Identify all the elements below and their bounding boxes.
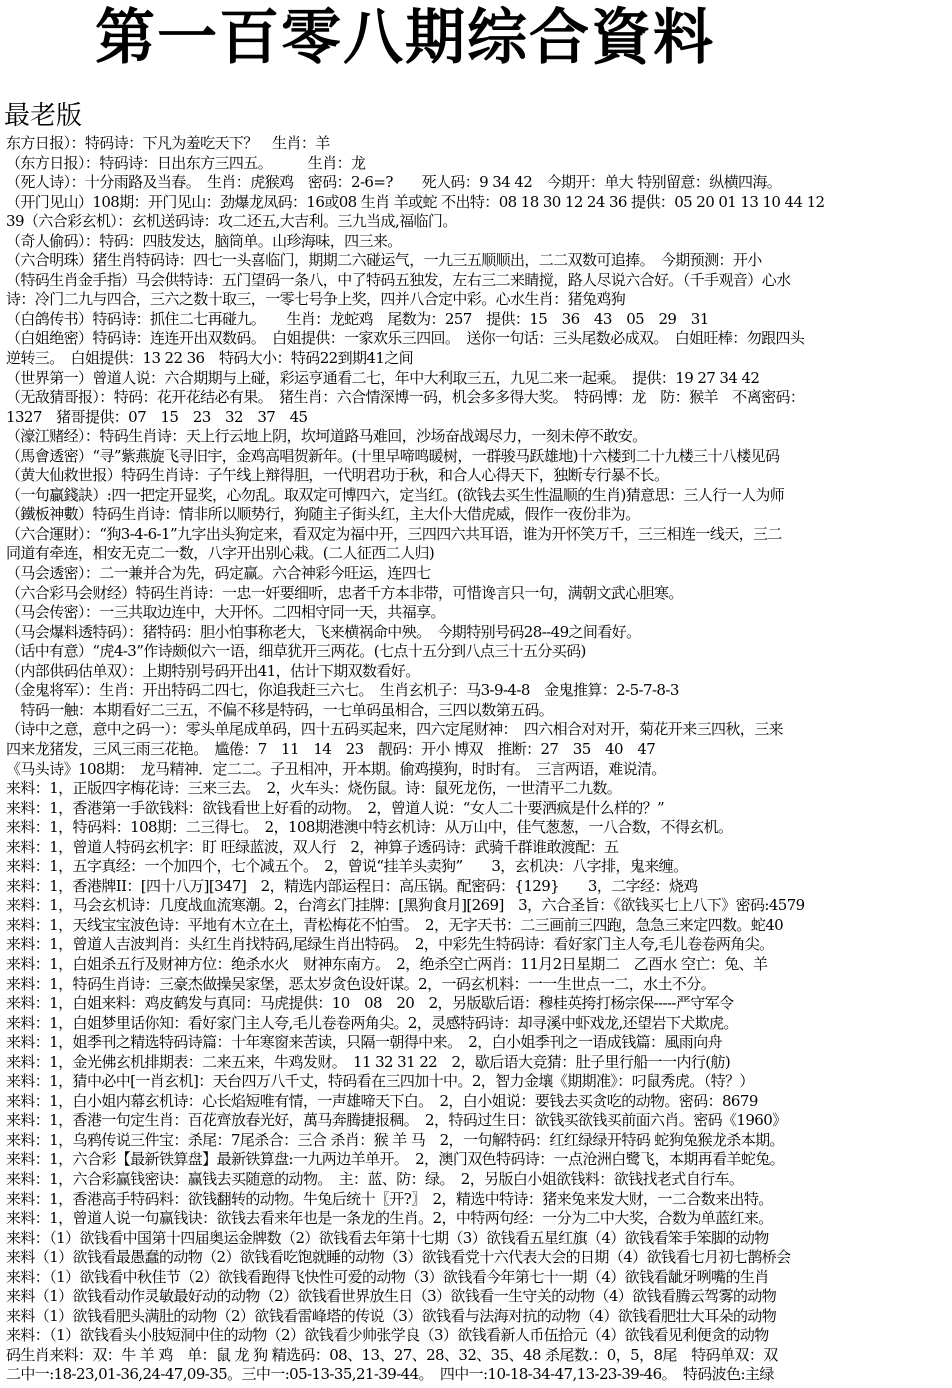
text-line: 来料：1，香港牌II：[四十八万][347] 2，精选内部运程日：高压锅。配密码：{129} 3，二字经：烧鸡: [6, 876, 698, 895]
text-line: （马会透密）：二一兼并合为先，码定赢。六合神彩今旺运，连四七: [6, 564, 431, 583]
text-line: （六合彩马会财经）特码生肖诗：一忠一奸要细听，忠者千方本非带，可惜谗言只一句，满朝文武心胆寒。: [6, 583, 683, 602]
text-line: （六合明珠）猪生肖特码诗：四七一头喜临门，期期二六碰运气，一九三五顺顺出，二二双数可追捧。 今期预测：开小: [6, 251, 762, 270]
text-line: （马会传密）：一三共取边连中，大开怀。二四相守同一天，共福享。: [6, 603, 445, 622]
text-line: （黄大仙救世报）特码生肖诗：子午线上辩得胆，一代明君功于秋，和合人心得天下，独断专行暴不长。: [6, 466, 669, 485]
text-line: 来料：1，曾道人吉波判肖：头红生肖找特码,尾绿生肖出特码。 2，中彩先生特码诗：看好家门主人夸,毛儿卷卷两角尖。: [6, 935, 774, 954]
text-line: 来料：1，六合彩【最新铁算盘】最新铁算盘:一九两边羊单开。 2，澳门双色特码诗：一点沧洲白鹭飞，本期再看羊蛇兔。: [6, 1150, 785, 1169]
text-line: （无敌猜哥报）：特码：花开花结必有果。 猪生肖：六合情深博一码，机会多多得大奖。 特码博：龙 防：猴羊 不离密码：: [6, 388, 805, 407]
text-line: （话中有意）“虎4-3”作诗颇似六一语，细草犹开三两花。(七点十五分到八点三十五分买码): [6, 642, 586, 661]
text-line: 来料：1，曾道人特码玄机字：盯 旺绿蓝波，双人行 2，神算子透码诗：武骑千群谁敢渡配：五: [6, 837, 619, 856]
text-line: 来料：1，猜中必中[一肖玄机]：天台四万八千丈，特码看在三四加十中。2，智力金壤《期期准》：叼鼠秀虎。（特？）: [6, 1072, 754, 1091]
text-line: 来料：1，白姐杀五行及财神方位：绝杀水火 财神东南方。 2，绝杀空亡两肖：11月2日星期二 乙酉水 空亡：兔、羊: [6, 954, 768, 973]
document-subtitle: 最老版: [4, 101, 83, 131]
text-line: （白姐绝密）特码诗：连连开出双数码。 白姐提供：一家欢乐三四回。 送你一句话：三头尾数必成双。 白姐旺棒：勿跟四头: [6, 329, 805, 348]
text-line: 来料（1）欲钱看肥头满肚的动物（2）欲钱看雷峰塔的传说（3）欲钱看与法海对抗的动物（4）欲钱看肥壮大耳朵的动物: [6, 1306, 777, 1325]
text-line: 来料（1）欲钱看最愚蠢的动物（2）欲钱看吃饱就睡的动物（3）欲钱看党十六代表大会的日期（4）欲钱看七月初七鹊桥会: [6, 1248, 791, 1267]
text-line: 来料：1，天线宝宝波色诗：平地有木立在土，青松梅花不怕雪。 2，无字天书：二三画前三四跑，急急三来定四数。蛇40: [6, 915, 784, 934]
text-line: 二中一:18-23,01-36,24-47,09-35。三中一:05-13-35,21-39-44。 四中一:10-18-34-47,13-23-39-46。 特码波色:主绿: [6, 1365, 774, 1384]
text-line: （特码生肖金手指）马会供特诗：五门望码一条八，中了特码五独发，左右三二来睛搅，路人尽说六合好。（千手观音）心水: [6, 270, 791, 289]
text-line: 同道有牵连，相安无克二一数，八字开出别心栽。(二人征西二人归): [6, 544, 435, 563]
text-line: 来料：1，香港第一手欲钱料：欲钱看世上好看的动物。 2，曾道人说：“女人二十要洒疯是什么样的？”: [6, 798, 665, 817]
text-line: （奇人偷码）：特码：四肢发达，脑筒单。山珍海味，四三来。: [6, 231, 402, 250]
text-line: 来料：1，白小姐内幕玄机诗：心长焰短唯有情，一声雄啼天下白。 2，白小姐说：要钱去买贪吃的动物。密码：8679: [6, 1091, 758, 1110]
text-line: （开门见山）108期：开门见山：劲爆龙凤码：16或08 生肖 羊或蛇 不出特：08 18 30 12 24 36 提供：05 20 01 13 10 44 12: [6, 192, 825, 211]
text-line: 来料：1，白姐梦里话你知：看好家门主人夸,毛儿卷卷两角尖。2，灵感特码诗：却寻溪中虾戏龙,还望岩下犬欺虎。: [6, 1013, 738, 1032]
text-line: 来料：1，香港一句定生肖：百花齊放春光好，萬马奔腾捷报稠。 2，特码过生日：欲钱买欲钱买前面六肖。密码《1960》: [6, 1111, 787, 1130]
text-line: 来料：1，六合彩赢钱密诀：赢钱去买随意的动物。 主：蓝、防：绿。 2，另版白小姐欲钱料：欲钱找老式自行车。: [6, 1169, 744, 1188]
text-line: （金鬼将军）：生肖：开出特码二四七，你追我赶三六七。 生肖玄机子：马3-9-4-8 金鬼推算：2-5-7-8-3: [6, 681, 679, 700]
text-line: 来料：（1）欲钱看中国第十四届奥运金牌数（2）欲钱看去年第十七期（3）欲钱看五星红旗（4）欲钱看笨手笨脚的动物: [6, 1228, 769, 1247]
text-line: 来料：1，特码生肖诗：三豪杰做操吴家堡，恶太岁贪色设奸谋。2，一码玄机料：一一生世点一二，水土不分。: [6, 974, 716, 993]
text-line: （六合運財）：“狗3-4-6-1”九字出头狗定来，看双定为福中开，三四四六共耳语，谁为开怀笑万千，三三相连一线天，三二: [6, 524, 782, 543]
text-line: 来料：1，曾道人说一句赢钱诀：欲钱去看来年也是一条龙的生肖。2，中特两句经：一分为二中大奖，合数为单蓝红来。: [6, 1209, 773, 1228]
text-line: （鐵板神數）特码生肖诗：情非所以顺势行，狗随主子街头红，主大仆大借虎威，假作一夜份非为。: [6, 505, 640, 524]
text-line: 来料：（1）欲钱看头小肢短洞中住的动物（2）欲钱看少帅张学良（3）欲钱看新人币伍拾元（4）欲钱看见利便贪的动物: [6, 1326, 769, 1345]
text-line: 《马头诗》108期： 龙马精神．定二二。子丑相冲，开本期。偷鸡摸狗，时时有。 三言两语，难说清。: [6, 759, 666, 778]
text-line: 来料：1，姐季刊之精选特码诗篇：十年寒窗来苦读，只隔一朝得中来。 2，白小姐季刊之一语成钱篇：風雨向舟: [6, 1033, 722, 1052]
text-line: 来料：1，马会玄机诗：几度战血流寒潮。2，台湾玄门挂牌：[黑狗食月][269] 3，六合圣旨：《欲钱买七上八下》密码:4579: [6, 896, 805, 915]
text-line: 码生肖来料：双：牛 羊 鸡 单：鼠 龙 狗 精选码：08、13、27、28、32、35、48 杀尾数.：0，5，8尾 特码单双：双: [6, 1345, 778, 1364]
text-lines: [6, 134, 950, 1385]
text-line: （内部供码估单双）：上期特别号码开出41，估计下期双数看好。: [6, 661, 420, 680]
text-line: （馬會透密）“寻”紫燕旋飞寻旧宇，金鸡高唱贺新年。(十里早啼鸣暖树，一群骏马跃雄地)十六楼到二十九楼三十八楼见码: [6, 446, 780, 465]
text-line: 来料：1，特码料：108期：二三得七。 2，108期港澳中特玄机诗：从万山中，佳气葱葱，一八合数，不得玄机。: [6, 818, 733, 837]
text-line: 来料：1，白姐来料：鸡皮鹤发与真同：马虎提供：10 08 20 2，另版歇后语：穆桂英挎打杨宗保-----严守军令: [6, 994, 734, 1013]
text-line: （死人诗）：十分雨路及当春。 生肖：虎猴鸡 密码：2-6=? 死人码：9 34 42 今期开：单大 特别留意：纵横四海。: [6, 173, 782, 192]
text-line: （诗中之意，意中之码一）：零头单尾成单码，四十五码买起来，四六定尾财神： 四六相合对对开，菊花开来三四秋，三来: [6, 720, 784, 739]
text-line: 诗：冷门二九与四合，三六之数十取三，一零七号争上奖，四并八合定中彩。心水生肖：猪兔鸡狗: [6, 290, 626, 309]
text-line: 39（六合彩玄机）：玄机送码诗：攻二还五,大吉利。三九当成,福临门。: [6, 212, 457, 231]
text-line: 来料：1，金光佛玄机排期表：二来五来，牛鸡发财。 11 32 31 22 2，歇后语大竞猜：肚子里行船一一内行(舫): [6, 1052, 731, 1071]
text-line: 来料：1，五字真经：一个加四个，七个减五个。 2，曾说“挂羊头卖狗” 3，玄机决：八字排，鬼来缠。: [6, 857, 688, 876]
text-line: 来料：1，乌鸦传说三件宝：杀尾：7尾杀合：三合 杀肖：猴 羊 马 2，一句解特码：红红绿绿开特码 蛇狗兔猴龙杀本期。: [6, 1130, 784, 1149]
document-title: 第一百零八期综合資料: [95, 3, 715, 73]
text-line: 东方日报）：特码诗：下凡为羞吃天下？ 生肖：羊: [6, 134, 330, 152]
text-line: 四来龙猪发，三风三雨三花艳。 尴倦：7 11 14 23 靓码：开小 博双 推断：27 35 40 47: [6, 739, 656, 758]
text-line: （世界第一）曾道人说：六合期期与上碰，彩运亨通看二七，年中大利取三五，九见二来一起乘。 提供：19 27 34 42: [6, 368, 760, 387]
text-line: 特码一触：本期看好二三五，不偏不移是特码，一七单码虽相合，三四以数第五码。: [6, 700, 554, 719]
text-line: 逆转三。 白姐提供：13 22 36 特码大小：特码22到期41之间: [6, 349, 414, 368]
text-line: （一句贏錢訣）:四一把定开显奖，心勿乱。取双定可博四六，定当红。(欲钱去买生性温顺的生肖)猜意思：三人行一人为师: [6, 485, 785, 504]
text-line: 来料（1）欲钱看动作灵敏最好动的动物（2）欲钱看世界放生日（3）欲钱看一生守关的动物（4）欲钱看腾云驾雾的动物: [6, 1287, 777, 1306]
text-line: 1327 猪哥提供：07 15 23 32 37 45: [6, 407, 308, 426]
text-line: （濠江赌经）：特码生肖诗：天上行云地上阴，坎坷道路马难回，沙场奋战竭尽力，一刻未停不敢安。: [6, 427, 647, 446]
text-line: （白鸽传书）特码诗：抓住二七再碰九。 生肖：龙蛇鸡 尾数为：257 提供：15 36 43 05 29 31: [6, 309, 709, 328]
text-line: 来料：1，香港高手特码料：欲钱翻转的动物。牛兔后统十〖开?〗 2，精选中特诗：猪来兔来发大财，一二合数来出特。: [6, 1189, 773, 1208]
text-line: 来料：1，正版四字梅花诗：三来三去。 2，火车头：烧伤鼠。诗：鼠死龙伤，一世清平二九数。: [6, 779, 622, 798]
text-line: 来料：（1）欲钱看中秋佳节（2）欲钱看跑得飞快性可爱的动物（3）欲钱看今年第七十一期（4）欲钱看龇牙咧嘴的生肖: [6, 1267, 769, 1286]
text-line: （东方日报）：特码诗：日出东方三四五。 生肖：龙: [6, 153, 366, 172]
text-line: （马会爆料透特码）：猪特码：胆小怕事称老大，飞来横祸命中殃。 今期特别号码28--49之间看好。: [6, 622, 641, 641]
